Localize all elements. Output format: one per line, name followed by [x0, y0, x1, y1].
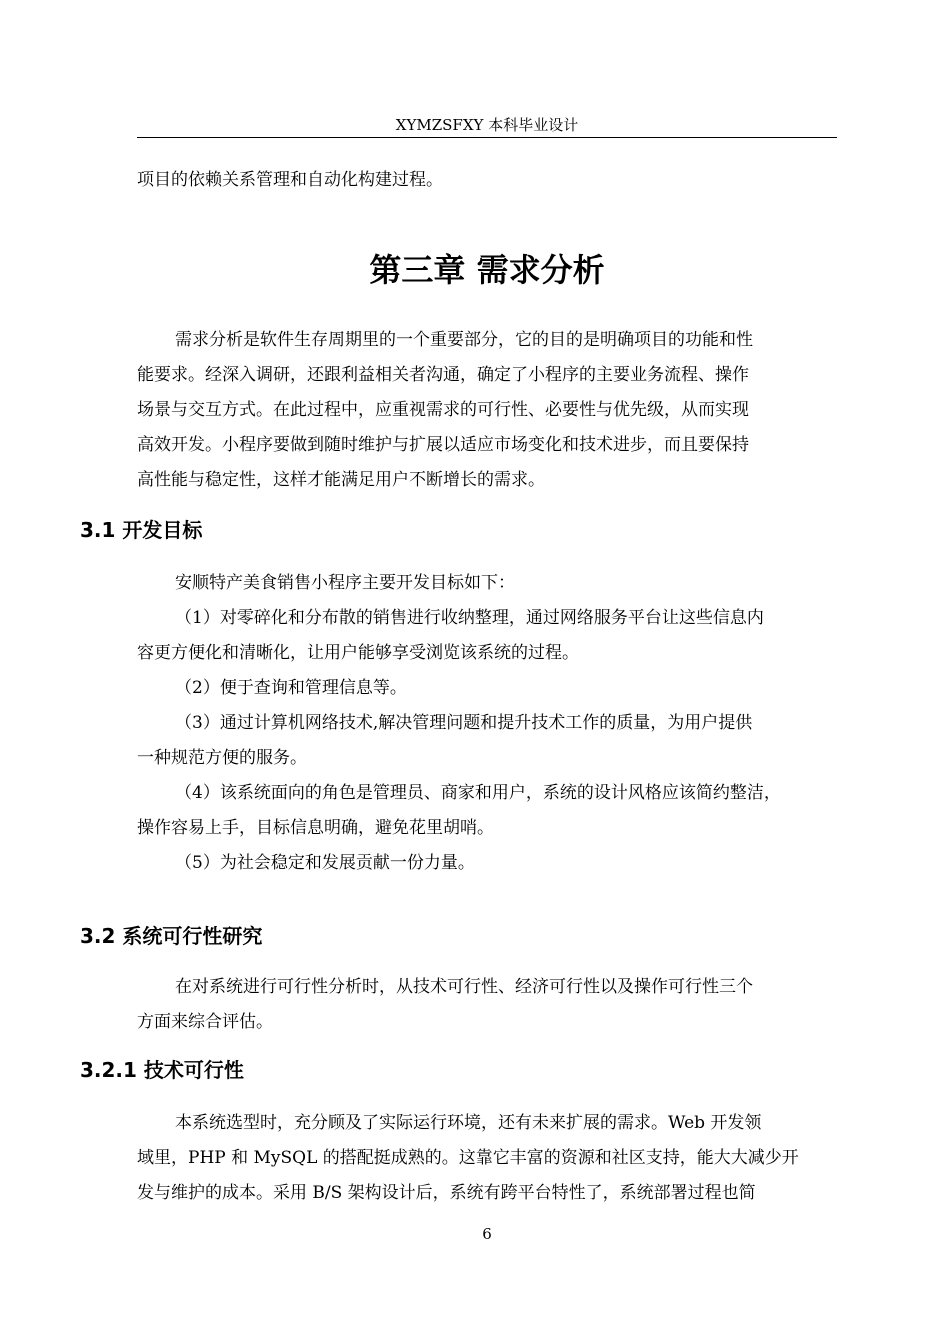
header-title: XYMZSFXY 本科毕业设计: [395, 116, 579, 134]
list-item-4-line-2: 操作容易上手，目标信息明确，避免花里胡哨。: [137, 818, 494, 838]
text-line: 方面来综合评估。: [137, 1012, 273, 1032]
text-line: 高效开发。小程序要做到随时维护与扩展以适应市场变化和技术进步，而且要保持: [137, 435, 749, 455]
list-item-1-line-1: （1）对零碎化和分布散的销售进行收纳整理，通过网络服务平台让这些信息内: [175, 608, 764, 628]
section-heading-3-2: 3.2 系统可行性研究: [80, 924, 263, 948]
text-line: 项目的依赖关系管理和自动化构建过程。: [137, 170, 443, 190]
section-3-2-body: [137, 970, 837, 1040]
text-line: 需求分析是软件生存周期里的一个重要部分，它的目的是明确项目的功能和性: [175, 330, 753, 350]
chapter-intro-paragraph: [137, 323, 837, 498]
text-line: 域里，PHP 和 MySQL 的搭配挺成熟的。这靠它丰富的资源和社区支持，能大大减少开: [137, 1148, 799, 1168]
page-header: [137, 115, 837, 138]
text-line: 安顺特产美食销售小程序主要开发目标如下：: [175, 573, 515, 593]
list-item-4-line-1: （4）该系统面向的角色是管理员、商家和用户，系统的设计风格应该简约整洁，: [175, 783, 781, 803]
text-line: 能要求。经深入调研，还跟利益相关者沟通，确定了小程序的主要业务流程、操作: [137, 365, 749, 385]
text-line: 本系统选型时，充分顾及了实际运行环境，还有未来扩展的需求。Web 开发领: [175, 1113, 762, 1133]
section-heading-3-2-1: 3.2.1 技术可行性: [80, 1058, 244, 1082]
chapter-title: 第三章 需求分析: [369, 251, 605, 289]
text-line: 在对系统进行可行性分析时，从技术可行性、经济可行性以及操作可行性三个: [175, 977, 753, 997]
section-3-1-body: [137, 566, 837, 881]
text-line: 高性能与稳定性，这样才能满足用户不断增长的需求。: [137, 470, 545, 490]
text-line: 发与维护的成本。采用 B/S 架构设计后，系统有跨平台特性了，系统部署过程也简: [137, 1183, 756, 1203]
text-line: 场景与交互方式。在此过程中，应重视需求的可行性、必要性与优先级，从而实现: [137, 400, 749, 420]
list-item-2: （2）便于查询和管理信息等。: [175, 678, 407, 698]
page-number: 6: [482, 1225, 492, 1243]
continuation-paragraph: [137, 163, 837, 198]
list-item-3-line-1: （3）通过计算机网络技术,解决管理问题和提升技术工作的质量，为用户提供: [175, 713, 753, 733]
section-heading-3-1: 3.1 开发目标: [80, 518, 203, 542]
list-item-3-line-2: 一种规范方便的服务。: [137, 748, 307, 768]
list-item-1-line-2: 容更方便化和清晰化，让用户能够享受浏览该系统的过程。: [137, 643, 579, 663]
list-item-5: （5）为社会稳定和发展贡献一份力量。: [175, 853, 475, 873]
section-3-2-1-body: [137, 1106, 837, 1211]
